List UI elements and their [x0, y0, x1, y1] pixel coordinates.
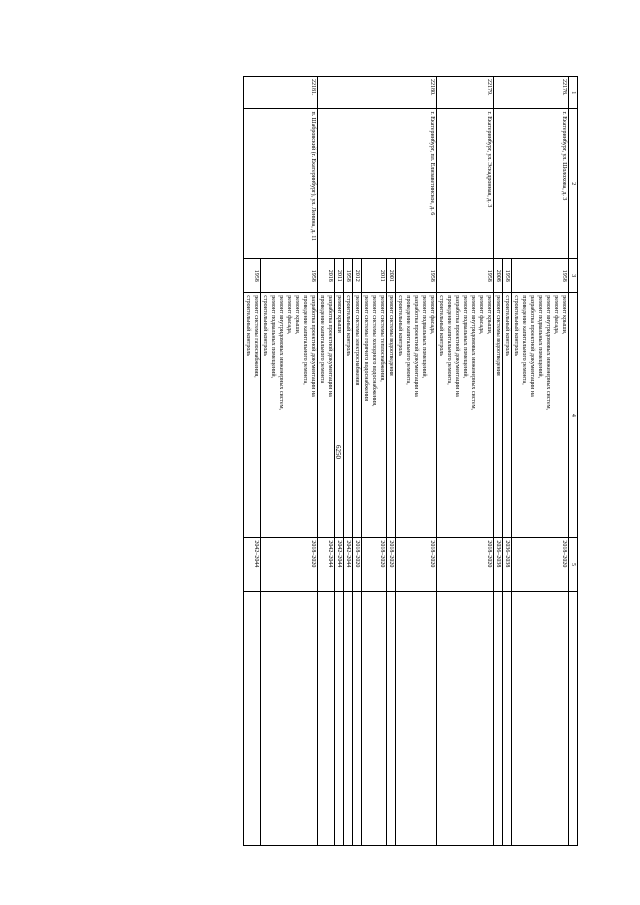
work-description: строительный контроль	[344, 293, 353, 538]
construction-year: 1958	[244, 259, 261, 293]
entry-address: г. Екатеринбург, ул. Эскадронная, д. 3	[437, 109, 494, 259]
empty-cell	[396, 591, 437, 845]
header-col-3: 3	[569, 259, 578, 293]
empty-cell	[344, 591, 353, 845]
header-col-4: 4	[569, 293, 578, 538]
work-description: ремонт фасада, ремонт подвальных помещений, разработка проектной документации на проведение капитального ремонта, строительный контроль	[396, 293, 437, 538]
work-period: 2036–2038	[494, 538, 503, 591]
work-description: ремонт крыши, ремонт фасада, ремонт внутридомовых инженерных систем, ремонт подвальных помещений, разработка проектной документации на проведение капитального ремонта, строительный контроль	[437, 293, 494, 538]
work-period: 2042–2044	[318, 538, 335, 591]
page-number: 6250	[334, 445, 342, 459]
table-row	[437, 77, 494, 846]
construction-year: 2011	[335, 259, 344, 293]
construction-year: 2011	[362, 259, 387, 293]
construction-year: 1958	[396, 259, 437, 293]
construction-year: 2008	[494, 259, 503, 293]
construction-year: 2012	[353, 259, 362, 293]
header-col-1: 1	[569, 77, 578, 109]
entry-number: 22181.	[244, 77, 318, 109]
entry-number: 22178.	[494, 77, 569, 109]
work-period: 2018–2020	[396, 538, 437, 591]
work-period: 2036–2038	[503, 538, 512, 591]
table-row	[512, 77, 569, 846]
work-description: разработка проектной документации на проведение капитального ремонта	[318, 293, 335, 538]
empty-cell	[437, 591, 494, 845]
work-period: 2018–2020	[387, 538, 396, 591]
work-period: 2018–2020	[362, 538, 387, 591]
work-period: 2018–2020	[512, 538, 569, 591]
work-description: ремонт системы теплоснабжения, ремонт системы холодного водоснабжения, ремонт системы горячего водоснабжения	[362, 293, 387, 538]
work-description: ремонт системы электроснабжения	[353, 293, 362, 538]
empty-cell	[387, 591, 396, 845]
rotated-table-wrapper	[93, 76, 578, 846]
work-description: ремонт крыши	[335, 293, 344, 538]
work-period: 2042–2044	[335, 538, 344, 591]
work-description: ремонт системы водоотведения	[387, 293, 396, 538]
empty-cell	[512, 591, 569, 845]
work-period: 2042–2044	[344, 538, 353, 591]
empty-cell	[244, 591, 261, 845]
construction-year: 1958	[437, 259, 494, 293]
work-period: 2018–2020	[261, 538, 318, 591]
work-description: ремонт системы водоотведения	[494, 293, 503, 538]
header-col-2: 2	[569, 109, 578, 259]
construction-year: 2018	[318, 259, 335, 293]
header-col-5: 5	[569, 538, 578, 591]
work-description: ремонт крыши, ремонт фасада, ремонт внутридомовых инженерных систем, ремонт подвальных помещений, разработка проектной документации на проведение капитального ремонта, строительный контроль	[512, 293, 569, 538]
work-description: разработка проектной документации на проведение капитального ремонта, ремонт крыши, ремонт фасада, ремонт внутридомовых инженерных систем, ремонт подвальных помещений, строительный контроль	[261, 293, 318, 538]
entry-address: п. Шабровский (г. Екатеринбург), ул. Ленина, д. 11	[244, 109, 318, 259]
empty-cell	[318, 591, 335, 845]
entry-number: 22180.	[318, 77, 437, 109]
empty-cell	[353, 591, 362, 845]
header-col-empty	[569, 591, 578, 845]
empty-cell	[261, 591, 318, 845]
construction-year: 2001	[387, 259, 396, 293]
work-description: ремонт системы газоснабжения, строительный контроль	[244, 293, 261, 538]
empty-cell	[335, 591, 344, 845]
work-period: 2018–2020	[437, 538, 494, 591]
empty-cell	[503, 591, 512, 845]
construction-year: 1958	[503, 259, 512, 293]
work-period: 2018–2020	[353, 538, 362, 591]
table-body	[244, 77, 578, 846]
work-period: 2042–2044	[244, 538, 261, 591]
construction-year: 1958	[512, 259, 569, 293]
entry-address: г. Екатеринбург, ул. Шолохова, д. 3	[494, 109, 569, 259]
construction-year: 1958	[344, 259, 353, 293]
work-description: строительный контроль	[503, 293, 512, 538]
table-row	[396, 77, 437, 846]
capital-repair-table	[243, 76, 578, 846]
header-row	[569, 77, 578, 846]
entry-address: г. Екатеринбург, пл. Елизаветинское, д. 6	[318, 109, 437, 259]
construction-year: 1958	[261, 259, 318, 293]
table-row	[261, 77, 318, 846]
empty-cell	[362, 591, 387, 845]
empty-cell	[494, 591, 503, 845]
entry-number: 22179.	[437, 77, 494, 109]
